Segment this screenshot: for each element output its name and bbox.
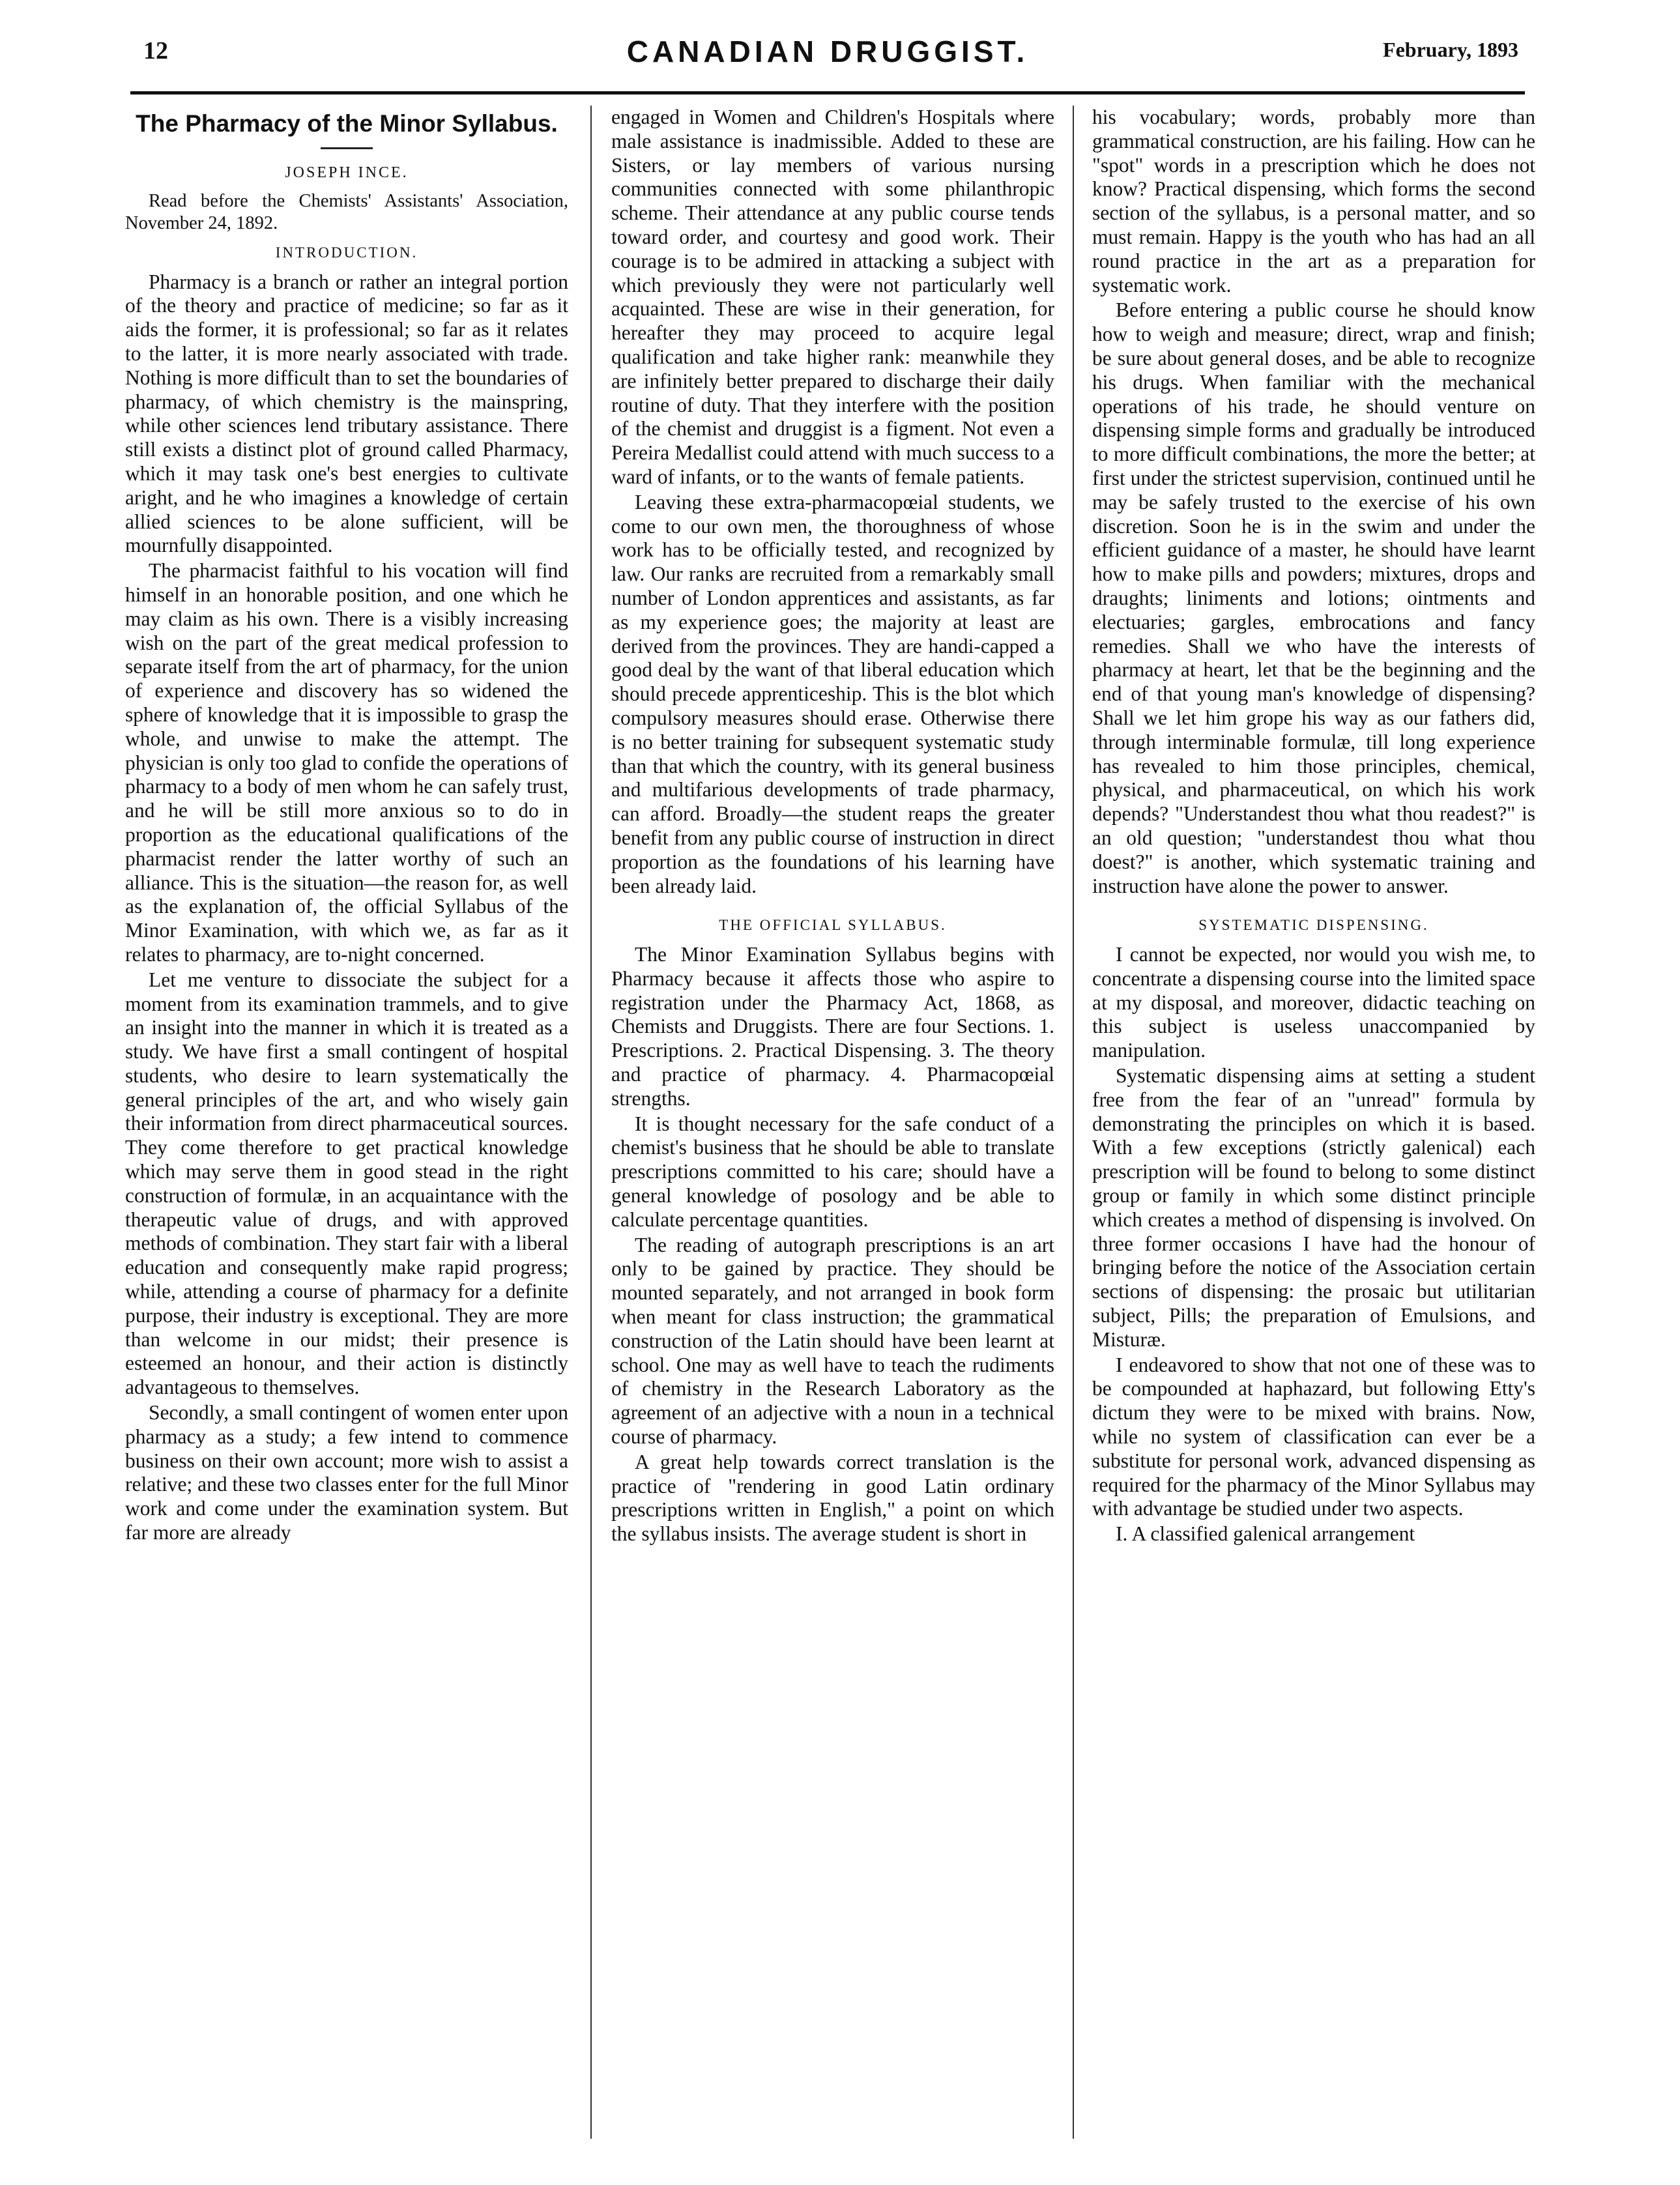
paragraph: The pharmacist faithful to his vocation will find himself in an honorable position, and one which he may claim as his own. There is a visibly increasing wish on the part of the great medical profession to separate itself from the art of pharmacy, for the union of experience and discovery has so widened the sphere of knowledge that it is impossible to grasp the whole, and unwise to make the attempt. The physician is only too glad to confide the operations of pharmacy to a body of men whom he can safely trust, and he will be still more anxious so to do in proportion as the educational qualifications of the pharmacist render the latter worthy of such an alliance. This is the situation—the reason for, as well as the explanation of, the official Syllabus of the Minor Examination, with which we, as far as it relates to pharmacy, are to-night concerned. [125, 559, 568, 966]
paragraph: engaged in Women and Children's Hospitals where male assistance is inadmissible. Added to these are Sisters, or lay members of various nursing communities connected with some philanthropic scheme. Their attendance at any public course tends toward order, and courtesy and good work. Their courage is to be admired in attacking a subject with which previously they were not particularly well acquainted. These are wise in their generation, for hereafter they may proceed to acquire legal qualification and take higher rank: meanwhile they are infinitely better prepared to discharge their daily routine of duty. That they interfere with the position of the chemist and druggist is a figment. Not even a Pereira Medallist could attend with much success to a ward of infants, or to the wants of female patients. [611, 106, 1054, 488]
paragraph: Secondly, a small contingent of women enter upon pharmacy as a study; a few intend to commence business on their own account; more wish to assist a relative; and these two classes enter for the full Minor work and come under the examination system. But far more are already [125, 1401, 568, 1544]
paragraph: Let me venture to dissociate the subject for a moment from its examination trammels, and to give an insight into the manner in which it is treated as a study. We have first a small contingent of hospital students, who desire to learn systematically the general principles of the art, and who wisely gain their information from direct pharmaceutical sources. They come therefore to get practical knowledge which may serve them in good stead in the right construction of formulæ, in an acquaintance with the therapeutic value of drugs, and with approved methods of combination. They start fair with a liberal education and consequently make rapid progress; while, attending a course of pharmacy for a definite purpose, their industry is exceptional. They are more than welcome in our midst; their presence is esteemed an honour, and their action is distinctly advantageous to themselves. [125, 968, 568, 1399]
article-author: JOSEPH INCE. [285, 164, 409, 181]
paragraph: I cannot be expected, nor would you wish me, to concentrate a dispensing course into the limited space at my disposal, and moreover, didactic teaching on this subject is useless unaccompanied by manipulation. [1092, 943, 1535, 1062]
article-title: The Pharmacy of the Minor Syllabus. [136, 110, 558, 137]
column-middle [611, 106, 1054, 1546]
journal-name: CANADIAN DRUGGIST. [626, 35, 1029, 68]
paragraph: Systematic dispensing aims at setting a student free from the fear of an "unread" formula by demonstrating the principles on which it is based. With a few exceptions (strictly galenical) each prescription will be found to belong to some distinct group or family in which some distinct principle which creates a method of dispensing is involved. On three former occasions I have had the honour of bringing before the notice of the Association certain sections of dispensing: the prosaic but utilitarian subject, Pills; the preparation of Emulsions, and Misturæ. [1092, 1064, 1535, 1351]
paragraph: I. A classified galenical arrangement [1116, 1522, 1415, 1546]
running-head [130, 34, 1525, 73]
paragraph: Leaving these extra-pharmacopœial students, we come to our own men, the thoroughness of whose work has to be officially tested, and recognized by law. Our ranks are recruited from a remarkably small number of London apprentices and assistants, as far as my experience goes; the majority at least are derived from the provinces. They are handi-capped a good deal by the want of that liberal education which should precede apprenticeship. This is the blot which compulsory measures should erase. Otherwise there is no better training for subsequent systematic study than that which the country, with its general business and multifarious developments of trade pharmacy, can afford. Broadly—the student reaps the greater benefit from any public course of instruction in direct proportion as the foundations of his learning have been already laid. [611, 490, 1054, 897]
article-note: Read before the Chemists' Assistants' Association, November 24, 1892. [125, 190, 568, 233]
title-rule [321, 147, 373, 149]
section-heading-systematic-dispensing: SYSTEMATIC DISPENSING. [1198, 917, 1429, 934]
column-right [1092, 106, 1535, 1546]
paragraph: his vocabulary; words, probably more than grammatical construction, are his failing. How can he "spot" words in a prescription which he does not know? Practical dispensing, which forms the second section of the syllabus, is a personal matter, and so must remain. Happy is the youth who has had an all round practice in the art as a preparation for systematic work. [1092, 106, 1535, 297]
paragraph: I endeavored to show that not one of these was to be compounded at haphazard, but following Etty's dictum they were to be mixed with brains. Now, while no system of classification can ever be a substitute for personal work, advanced dispensing as required for the pharmacy of the Minor Syllabus may with advantage be studied under two aspects. [1092, 1353, 1535, 1520]
header-rule [130, 91, 1525, 94]
section-heading-official-syllabus: THE OFFICIAL SYLLABUS. [719, 917, 947, 934]
section-heading-introduction: INTRODUCTION. [275, 244, 418, 261]
paragraph: The Minor Examination Syllabus begins with Pharmacy because it affects those who aspire to registration under the Pharmacy Act, 1868, as Chemists and Druggists. There are four Sections. 1. Prescriptions. 2. Practical Dispensing. 3. The theory and practice of pharmacy. 4. Pharmacopœial strengths. [611, 943, 1054, 1110]
column-divider [1073, 106, 1074, 2139]
paragraph: Before entering a public course he should know how to weigh and measure; direct, wrap and finish; be sure about general doses, and be able to recognize his drugs. When familiar with the mechanical operations of his trade, he should venture on dispensing simple forms and gradually be introduced to more difficult combinations, the more the better; at first under the strictest supervision, continued until he may be safely trusted to the exercise of his own discretion. Soon he is in the swim and under the efficient guidance of a master, he should have learnt how to make pills and powders; mixtures, drops and draughts; liniments and lotions; ointments and electuaries; gargles, embrocations and fancy remedies. Shall we who have the interests of pharmacy at heart, let that be the beginning and the end of that young man's knowledge of dispensing? Shall we let him grope his way as our fathers did, through interminable formulæ, till long experience has revealed to him those principles, chemical, physical, and pharmaceutical, on which his work depends? "Understandest thou what thou readest?" is an old question; "understandest thou what thou doest?" is another, which systematic training and instruction have alone the power to answer. [1092, 298, 1535, 897]
column-divider [590, 106, 592, 2139]
paragraph: It is thought necessary for the safe conduct of a chemist's business that he should be able to translate prescriptions committed to his care; should have a general knowledge of posology and be able to calculate percentage quantities. [611, 1112, 1054, 1231]
paragraph: The reading of autograph prescriptions is an art only to be gained by practice. They should be mounted separately, and not arranged in book form when meant for class instruction; the grammatical construction of the Latin should have been learnt at school. One may as well have to teach the rudiments of chemistry in the Research Laboratory as the agreement of an adjective with a noun in a technical course of pharmacy. [611, 1233, 1054, 1449]
paragraph: Pharmacy is a branch or rather an integral portion of the theory and practice of medicine; so far as it aids the former, it is professional; so far as it relates to the latter, it is more nearly associated with trade. Nothing is more difficult than to set the boundaries of pharmacy, of which chemistry is the mainspring, while other sciences lend tributary assistance. There still exists a distinct plot of ground called Pharmacy, which it may task one's best energies to cultivate aright, and he who imagines a knowledge of certain allied sciences to be alone sufficient, will be mournfully disappointed. [125, 270, 568, 557]
paragraph: A great help towards correct translation is the practice of "rendering in good Latin ordinary prescriptions written in English," a point on which the syllabus insists. The average student is short in [611, 1450, 1054, 1546]
issue-date: February, 1893 [1383, 38, 1518, 61]
page-number: 12 [143, 37, 168, 65]
column-left [125, 106, 568, 1545]
